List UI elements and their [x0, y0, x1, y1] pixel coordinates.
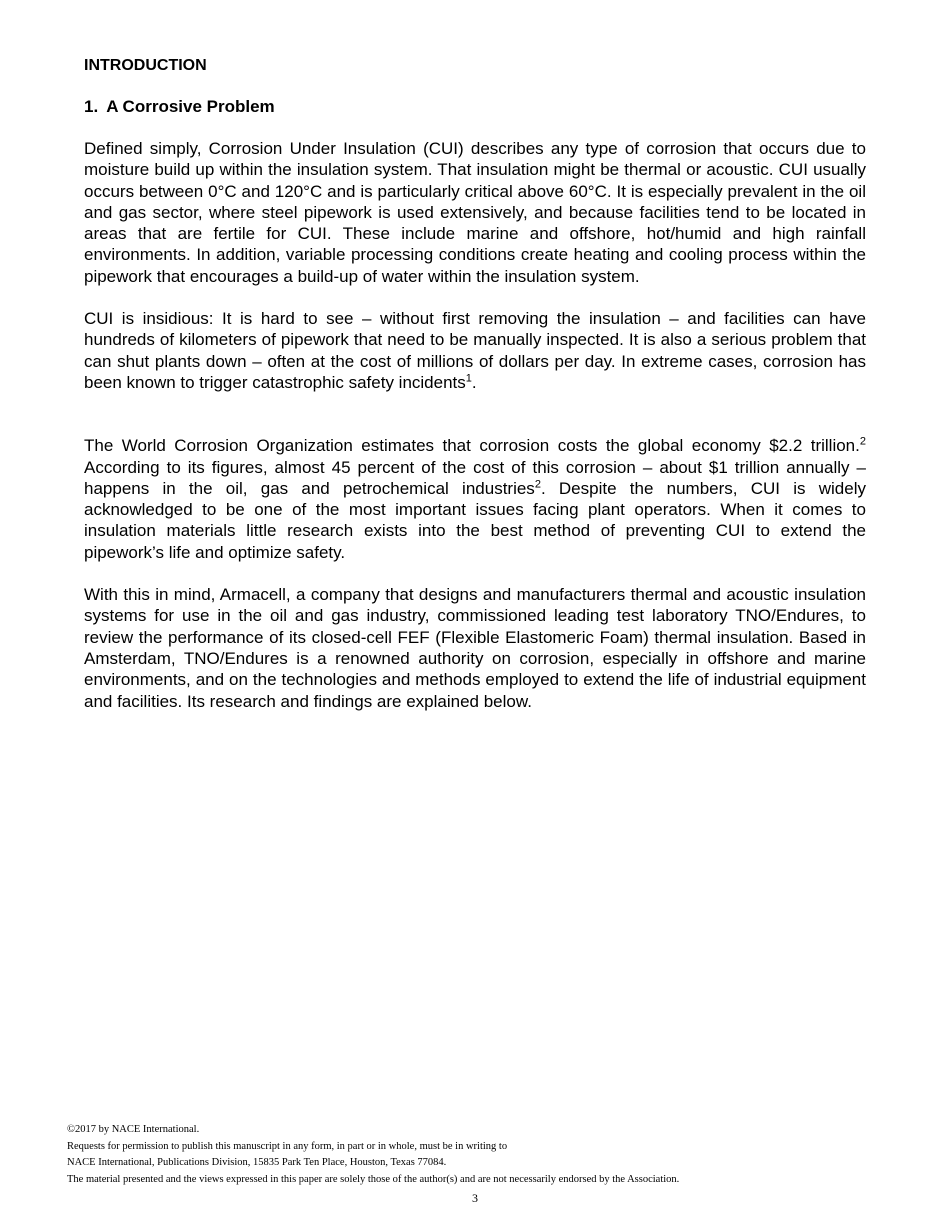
- paragraph-3-part-a: The World Corrosion Organization estimates that corrosion costs the global economy $2.2 trillion.: [84, 436, 860, 456]
- footer-permission-line-2: NACE International, Publications Division, 15835 Park Ten Place, Houston, Texas 77084.: [67, 1157, 447, 1169]
- paragraph-2: [84, 308, 866, 393]
- paragraph-2-end: .: [471, 372, 477, 392]
- footer-disclaimer: The material presented and the views expressed in this paper are solely those of the author(s) and are not necessarily endorsed by the Association.: [67, 1173, 680, 1185]
- reference-superscript-2a: 2: [859, 435, 866, 448]
- subsection-title: A Corrosive Problem: [106, 97, 275, 116]
- paragraph-2-text: CUI is insidious: It is hard to see – without first removing the insulation – and facilities can have hundreds of kilometers of pipework that need to be manually inspected. It is also a serious problem that can shut plants down – often at the cost of millions of dollars per day. In extreme cases, corrosion has been known to trigger catastrophic safety incidents: [84, 309, 866, 392]
- subsection-heading: [84, 96, 866, 118]
- section-heading: INTRODUCTION: [84, 57, 207, 74]
- reference-superscript-1: 1: [465, 372, 472, 385]
- paragraph-4: With this in mind, Armacell, a company that designs and manufacturers thermal and acoustic insulation systems for use in the oil and gas industry, commissioned leading test laboratory TNO/Endures, to review the performance of its closed-cell FEF (Flexible Elastomeric Foam) thermal insulation. Based in Amsterdam, TNO/Endures is a renowned authority on corrosion, especially in offshore and marine environments, and on the technologies and methods employed to extend the life of industrial equipment and facilities. Its research and findings are explained below.: [84, 585, 866, 711]
- footer-permission-line-1: Requests for permission to publish this manuscript in any form, in part or in whole, must be in writing to: [67, 1140, 508, 1152]
- paragraph-3: [84, 435, 866, 563]
- page-number: 3: [472, 1191, 478, 1205]
- paragraph-1: Defined simply, Corrosion Under Insulation (CUI) describes any type of corrosion that occurs due to moisture build up within the insulation system. That insulation might be thermal or acoustic. CUI usually occurs between 0°C and 120°C and is particularly critical above 60°C. It is especially prevalent in the oil and gas sector, where steel pipework is used extensively, and because facilities tend to be located in areas that are fertile for CUI. These include marine and offshore, hot/humid and high rainfall environments. In addition, variable processing conditions create heating and cooling process within the pipework that encourages a build-up of water within the insulation system.: [84, 139, 866, 286]
- paragraph-3-part-b: According to its figures, almost 45 percent of the cost of this corrosion – about $1 trillion annually – happens in the oil, gas and petrochemical industries: [84, 457, 866, 498]
- page-footer: [67, 1122, 883, 1188]
- paragraph-3-part-c: . Despite the numbers, CUI is widely acknowledged to be one of the most important issues facing plant operators. When it comes to insulation materials little research exists into the best method of preventing CUI to extend the pipework’s life and optimize safety.: [84, 478, 866, 562]
- footer-copyright: ©2017 by NACE International.: [67, 1124, 200, 1135]
- subsection-number: 1.: [84, 97, 99, 116]
- reference-superscript-2b: 2: [534, 478, 541, 491]
- page-content: [84, 56, 866, 733]
